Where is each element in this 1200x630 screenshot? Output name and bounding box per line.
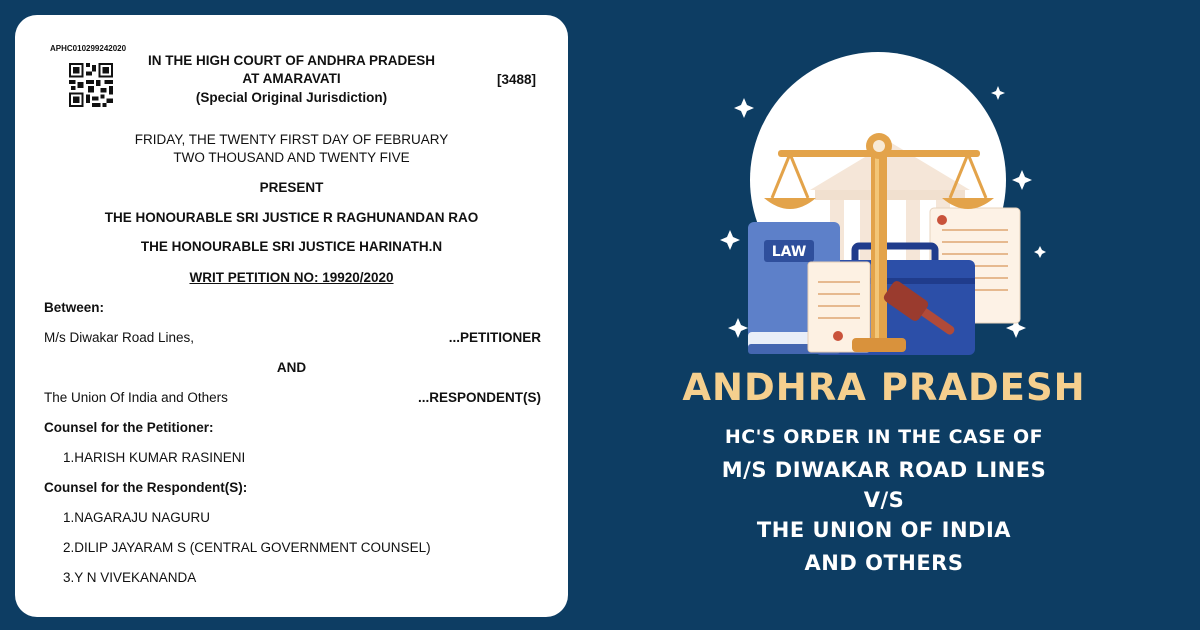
headline-line-5: AND OTHERS — [804, 551, 964, 575]
counsel-respondent-item: 3.Y N VIVEKANANDA — [63, 570, 197, 585]
respondent-role: ...RESPONDENT(S) — [417, 390, 541, 405]
counsel-respondent-item: 2.DILIP JAYARAM S (CENTRAL GOVERNMENT COUNSEL) — [63, 540, 431, 555]
court-name: IN THE HIGH COURT OF ANDHRA PRADESH — [147, 53, 435, 68]
case-reference: [3488] — [497, 72, 537, 87]
court-location: AT AMARAVATI — [242, 71, 341, 86]
respondent-name: The Union Of India and Others — [44, 390, 228, 405]
headline-line-1: HC'S ORDER IN THE CASE OF — [724, 426, 1044, 448]
judge-1: THE HONOURABLE SRI JUSTICE R RAGHUNANDAN RAO — [104, 210, 479, 225]
headline-line-2: M/S DIWAKAR ROAD LINES — [721, 458, 1047, 482]
and-label: AND — [276, 360, 307, 375]
headline-line-3: V/S — [863, 488, 905, 512]
writ-petition-number: WRIT PETITION NO: 19920/2020 — [189, 270, 394, 285]
counsel-petitioner-heading: Counsel for the Petitioner: — [44, 420, 214, 435]
law-illustration — [720, 50, 1080, 370]
counsel-respondent-heading: Counsel for the Respondent(S): — [44, 480, 248, 495]
document-id: APHC010299242020 — [50, 44, 127, 53]
headline-line-4: THE UNION OF INDIA — [756, 518, 1012, 542]
law-book-label: LAW — [771, 244, 807, 260]
counsel-respondent-item: 1.NAGARAJU NAGURU — [63, 510, 211, 525]
jurisdiction: (Special Original Jurisdiction) — [195, 90, 388, 105]
present-heading: PRESENT — [259, 180, 324, 195]
date-line-1: FRIDAY, THE TWENTY FIRST DAY OF FEBRUARY — [134, 132, 449, 147]
headline-panel — [620, 0, 1200, 630]
petitioner-role: ...PETITIONER — [448, 330, 541, 345]
counsel-petitioner-item: 1.HARISH KUMAR RASINENI — [63, 450, 246, 465]
petitioner-name: M/s Diwakar Road Lines, — [44, 330, 195, 345]
date-line-2: TWO THOUSAND AND TWENTY FIVE — [173, 150, 410, 165]
order-document-card — [15, 15, 568, 617]
between-label: Between: — [44, 300, 105, 315]
headline-title: ANDHRA PRADESH — [682, 366, 1086, 409]
judge-2: THE HONOURABLE SRI JUSTICE HARINATH.N — [140, 239, 443, 254]
